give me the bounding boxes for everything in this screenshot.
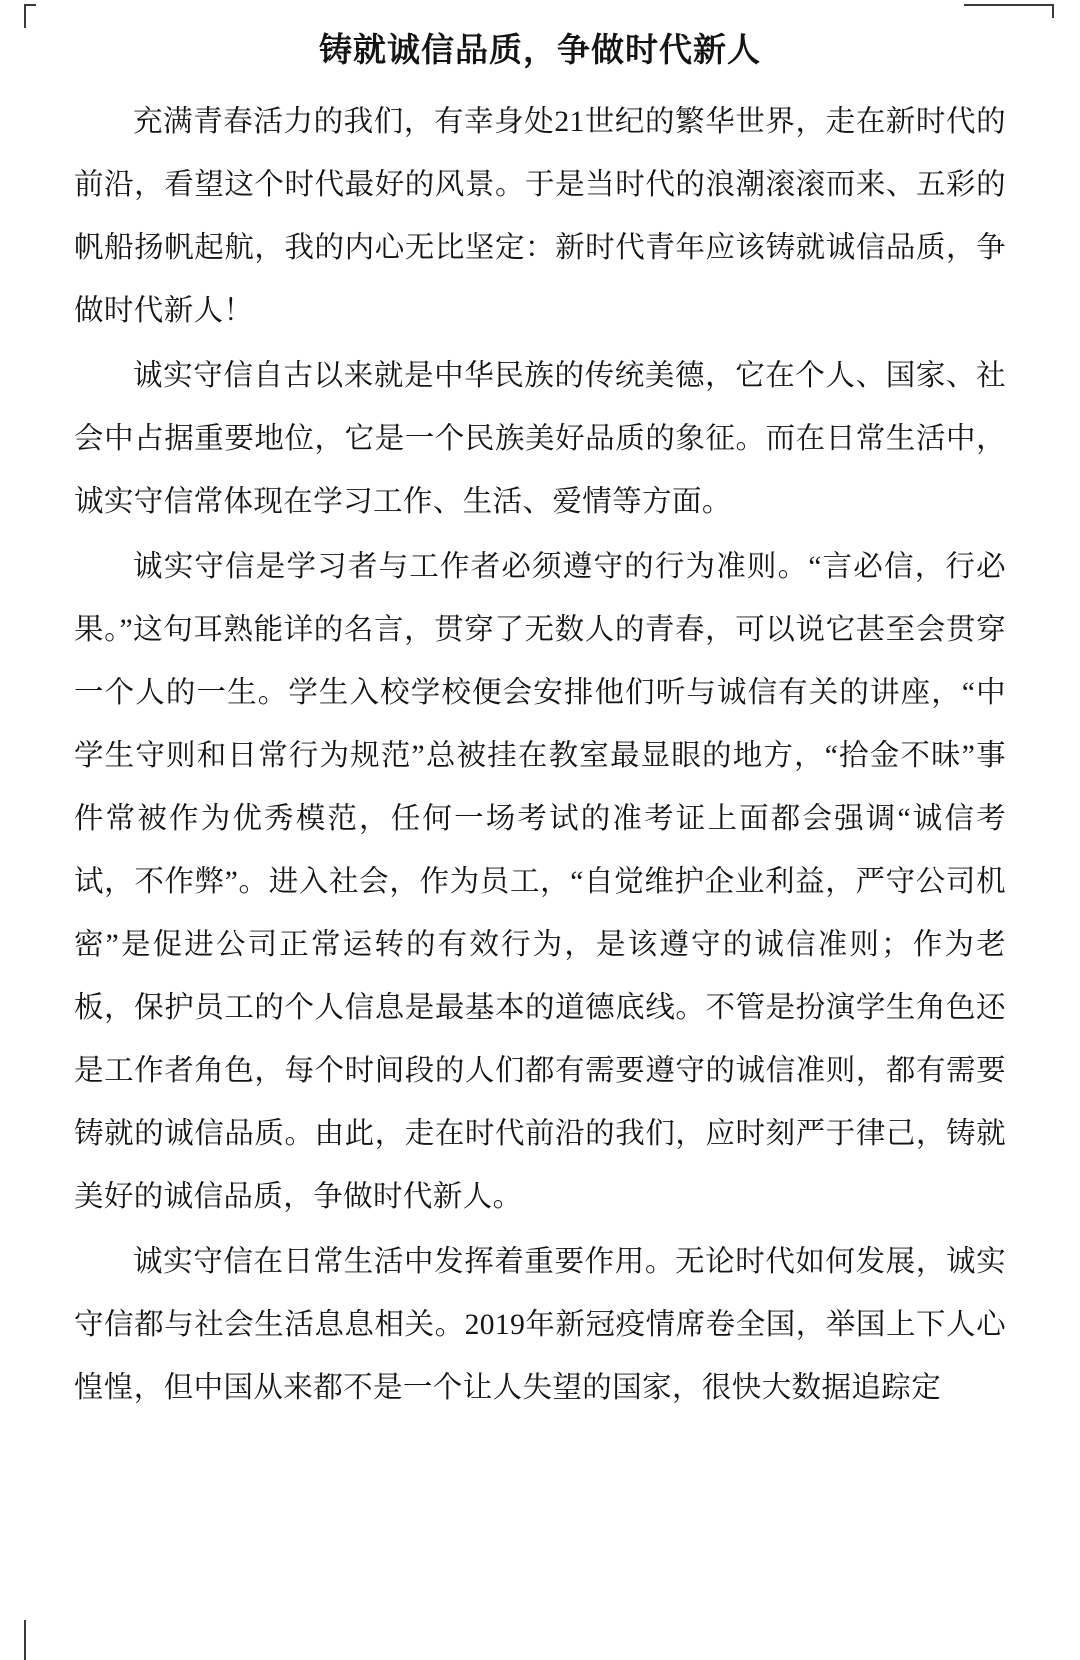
document-page bbox=[40, 0, 1040, 1660]
paragraph-1: 充满青春活力的我们，有幸身处21世纪的繁华世界，走在新时代的前沿，看望这个时代最好的风景。于是当时代的浪潮滚滚而来、五彩的帆船扬帆起航，我的内心无比坚定：新时代青年应该铸就诚信品质，争做时代新人！ bbox=[74, 105, 1006, 327]
paragraph-3: 诚实守信是学习者与工作者必须遵守的行为准则。“言必信，行必果。”这句耳熟能详的名言，贯穿了无数人的青春，可以说它甚至会贯穿一个人的一生。学生入校学校便会安排他们听与诚信有关的讲座，“中学生守则和日常行为规范”总被挂在教室最显眼的地方，“拾金不昧”事件常被作为优秀模范，任何一场考试的准考证上面都会强调“诚信考试，不作弊”。进入社会，作为员工，“自觉维护企业利益，严守公司机密”是促进公司正常运转的有效行为，是该遵守的诚信准则；作为老板，保护员工的个人信息是最基本的道德底线。不管是扮演学生角色还是工作者角色，每个时间段的人们都有需要遵守的诚信准则，都有需要铸就的诚信品质。由此，走在时代前沿的我们，应时刻严于律己，铸就美好的诚信品质，争做时代新人。 bbox=[74, 550, 1006, 1213]
paragraph-4: 诚实守信在日常生活中发挥着重要作用。无论时代如何发展，诚实守信都与社会生活息息相关。2019年新冠疫情席卷全国，举国上下人心惶惶，但中国从来都不是一个让人失望的国家，很快大数据追踪定 bbox=[74, 1245, 1006, 1404]
paragraph-2: 诚实守信自古以来就是中华民族的传统美德，它在个人、国家、社会中占据重要地位，它是一个民族美好品质的象征。而在日常生活中，诚实守信常体现在学习工作、生活、爱情等方面。 bbox=[74, 359, 1006, 518]
crop-mark-top-left bbox=[24, 4, 36, 28]
page-title: 铸就诚信品质，争做时代新人 bbox=[319, 33, 761, 69]
crop-mark-bottom-left bbox=[24, 1620, 36, 1660]
